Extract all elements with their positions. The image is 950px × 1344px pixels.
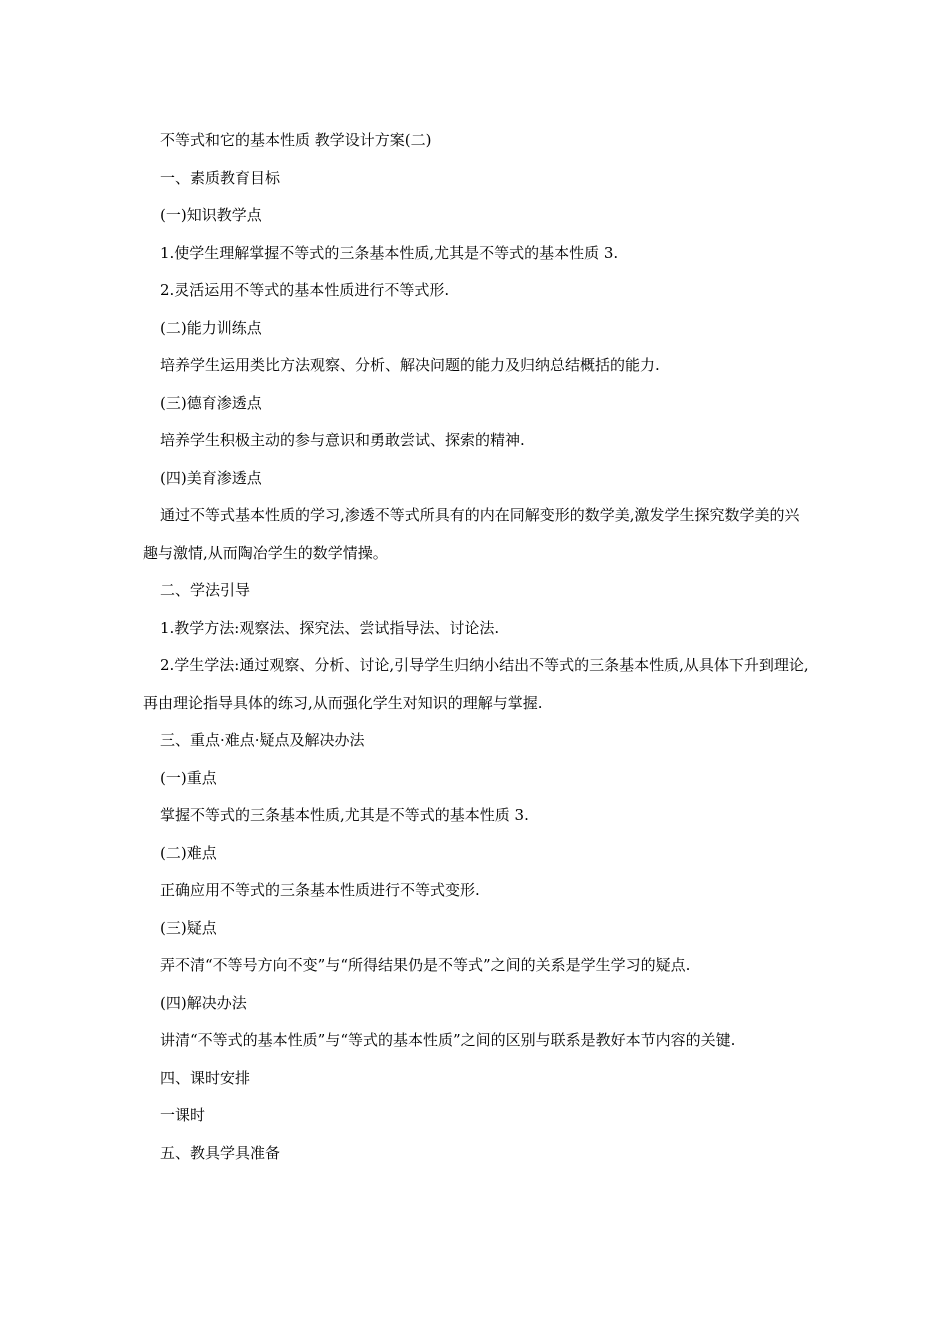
subsection-heading: (一)重点: [160, 768, 217, 787]
document-body: [143, 122, 809, 1172]
paragraph: 掌握不等式的三条基本性质,尤其是不等式的基本性质 3.: [160, 806, 529, 824]
subsection-heading: (四)解决办法: [160, 993, 247, 1012]
subsection-heading: (三)疑点: [160, 918, 217, 937]
paragraph: 1.教学方法:观察法、探究法、尝试指导法、讨论法.: [160, 618, 500, 637]
subsection-heading: (四)美育渗透点: [160, 468, 262, 487]
paragraph: 正确应用不等式的三条基本性质进行不等式变形.: [160, 881, 480, 899]
subsection-heading: (二)难点: [160, 843, 217, 862]
subsection-heading: (二)能力训练点: [160, 318, 262, 337]
section-heading-2: 二、学法引导: [160, 581, 251, 599]
paragraph: 1.使学生理解掌握不等式的三条基本性质,尤其是不等式的基本性质 3.: [160, 243, 619, 262]
paragraph: 讲清“不等式的基本性质”与“等式的基本性质”之间的区别与联系是教好本节内容的关键.: [160, 1031, 736, 1049]
document-title: 不等式和它的基本性质 教学设计方案(二): [160, 131, 432, 149]
paragraph: 2.学生学法:通过观察、分析、讨论,引导学生归纳小结出不等式的三条基本性质,从具体下升到理论,再由理论指导具体的练习,从而强化学生对知识的理解与掌握.: [143, 656, 809, 712]
paragraph: 培养学生积极主动的参与意识和勇敢尝试、探索的精神.: [160, 431, 525, 449]
section-heading-4: 四、课时安排: [160, 1068, 251, 1087]
paragraph: 2.灵活运用不等式的基本性质进行不等式形.: [160, 281, 450, 299]
paragraph: 培养学生运用类比方法观察、分析、解决问题的能力及归纳总结概括的能力.: [160, 356, 660, 374]
paragraph: 一课时: [160, 1106, 206, 1124]
paragraph: 通过不等式基本性质的学习,渗透不等式所具有的内在同解变形的数学美,激发学生探究数学美的兴趣与激情,从而陶冶学生的数学情操。: [143, 506, 800, 562]
section-heading-3: 三、重点·难点·疑点及解决办法: [160, 731, 365, 749]
subsection-heading: (一)知识教学点: [160, 206, 262, 224]
section-heading-5: 五、教具学具准备: [160, 1143, 281, 1162]
subsection-heading: (三)德育渗透点: [160, 393, 262, 412]
paragraph: 弄不清“不等号方向不变”与“所得结果仍是不等式”之间的关系是学生学习的疑点.: [160, 956, 691, 974]
section-heading-1: 一、素质教育目标: [160, 168, 281, 187]
